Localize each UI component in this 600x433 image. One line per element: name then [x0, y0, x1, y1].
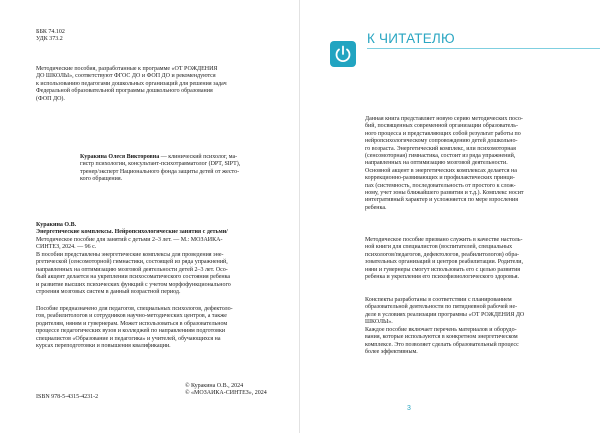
author-info: Куракина Олеся Викторовна — клинический психолог, ма- гистр психологии, консультант-психотравматолог (DPT, SIPT), тренер/эксперт Национального фонда защиты детей от жесто- кого обращения.	[80, 154, 241, 183]
bib-author: Куракина О.В.	[36, 222, 77, 228]
audience-annotation: Пособие предназначено для педагогов, специальных психологов, дефектоло- гов, реабилитологов и сотрудников научно-методических центров, а также родителям, няням и гувернерам. Может использоваться в образовательном процессе педагогических вузов и колледжей по направлениям подготовки специалистов «Образование и педагогика» и учителей, обучающихся на курсах переподготовки и повышения квалификации.	[36, 306, 233, 350]
intro-paragraph: Данная книга представляет новую серию методических посо- бий, посвященных современной организации образователь- ного процесса и представляющих собой результат работы по нейропсихологическому сопровождению детей дошкольно- го возраста. Энергетический комплекс, или психомоторная (сенсомоторная) гимнастика, состоит из ряда упражнений, направленных на оптимизацию мозговой деятельности. Основной акцент в энергетических комплексах делается на коррекционно-развивающих и профилактических принци- пах (системность, последовательность от простого к слож- ному, учет зоны ближайшего развития и т.д.). Комплекс носит интегративный характер и усложняется по мере взросления ребенка.	[365, 116, 524, 211]
power-icon	[330, 41, 356, 67]
purpose-paragraph: Методическое пособие призвано служить в качестве настоль- ной книги для специалистов (воспитателей, специальных психологов/педагогов, дефектологов, реабилитологов) обра- зовательных организаций и центров реабилитации. Родители, няни и гувернеры смогут использовать его с целью развития ребенка и укрепления его психофизиологического здоровья.	[365, 237, 524, 281]
chapter-badge	[330, 41, 356, 67]
materials-paragraph: Каждое пособие включает перечень материалов и оборудо- вания, которые используются в конкретном энергетическом комплексе. Это позволяет сделать образовательный процесс более эффективным.	[365, 327, 519, 356]
udk-code: УДК 373.2	[36, 36, 63, 43]
chapter-title: К ЧИТАТЕЛЮ	[367, 31, 455, 46]
planning-paragraph: Конспекты разработаны в соответствии с планированием образовательной деятельности по пятидневной рабочей не- деле в условиях реализации программы «ОТ РОЖДЕНИЯ ДО ШКОЛЫ».	[365, 297, 525, 326]
bbk-code: ББК 74.102	[36, 29, 65, 35]
page-number: 3	[407, 405, 411, 412]
right-page	[300, 0, 600, 433]
title-rule	[367, 48, 600, 49]
author-full-name: Куракина Олеся Викторовна	[80, 154, 160, 160]
isbn: ISBN 978-5-4315-4231-2	[36, 394, 99, 400]
classification-codes	[36, 29, 65, 44]
bib-title: Энергетические комплексы. Нейропсихологические занятия с детьми/	[36, 229, 228, 236]
series-description: Методические пособия, разработанные к программе «ОТ РОЖДЕНИЯ ДО ШКОЛЫ», соответствуют ФГОС ДО и ФОП ДО и рекомендуются к использованию педагогами дошкольных организаций для решения задач Федеральной образовательной программы дошкольного образования (ФОП ДО).	[36, 66, 227, 102]
copyright: © Куракина О.В., 2024 © «МОЗАИКА-СИНТЕЗ», 2024	[185, 383, 267, 397]
annotation: В пособии представлены энергетические комплексы для проведения эне- ргетической (сенсомоторной) гимнастики, состоящей из ряда упражнений, направленных на оптимизацию мозговой деятельности детей 2–3 лет. Осо- бый акцент делается на укреплении психосоматического состояния ребенка и развитие высших психических функций с учетом морфофункционального строения мозговых систем в данный возрастной период.	[36, 252, 231, 296]
bibliographic-entry: Куракина О.В. Энергетические комплексы. Нейропсихологические занятия с детьми/ Методическое пособие для занятий с детьми 2–3 лет. — М.: МОЗАИКА- СИНТЕЗ, 2024. — 96 с.	[36, 222, 274, 252]
